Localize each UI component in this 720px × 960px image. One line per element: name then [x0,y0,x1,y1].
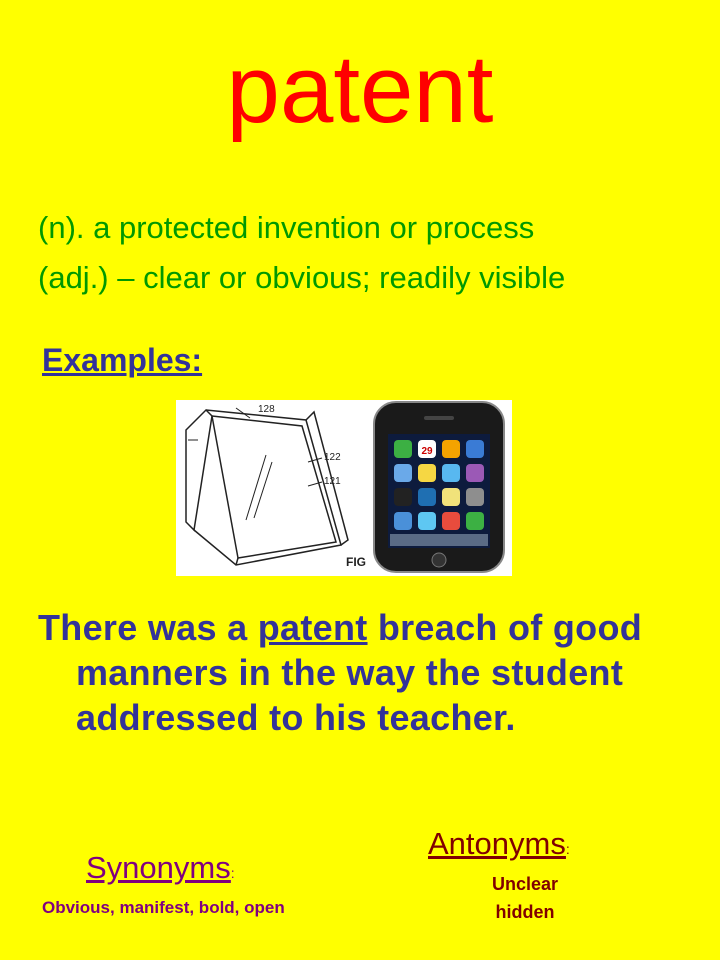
sentence-keyword: patent [257,607,368,648]
patent-drawing [186,404,366,569]
sentence-before: There was a [38,607,258,648]
examples-label: Examples: [42,342,203,378]
antonyms-label: Antonyms [428,826,566,861]
synonyms-colon: : [230,865,235,881]
antonym-item: Unclear [491,874,559,894]
examples-figure [176,400,512,576]
page-title: patent [226,36,494,143]
definition-adjective: (adj.) – clear or obvious; readily visible [38,260,566,295]
drawing-label-122: 122 [324,452,341,463]
phone-date: 29 [421,446,433,457]
synonyms-list: Obvious, manifest, bold, open [42,898,285,917]
antonym-item: hidden [495,902,555,922]
example-sentence [38,605,686,740]
sentence-after: breach of good manners in the way the student addressed to his teacher. [76,607,643,738]
drawing-label-128: 128 [258,404,275,415]
definition-noun: (n). a protected invention or process [38,210,535,245]
antonyms-list [470,870,580,926]
synonyms-label: Synonyms [86,850,231,885]
antonyms-colon: : [565,841,570,857]
antonyms-heading [428,826,570,862]
patent-drawing-and-phone-image [176,400,512,576]
drawing-label-121: 121 [324,476,341,487]
drawing-label-fig: FIG [346,555,366,569]
synonyms-heading [86,850,235,886]
smartphone-image [374,402,504,572]
